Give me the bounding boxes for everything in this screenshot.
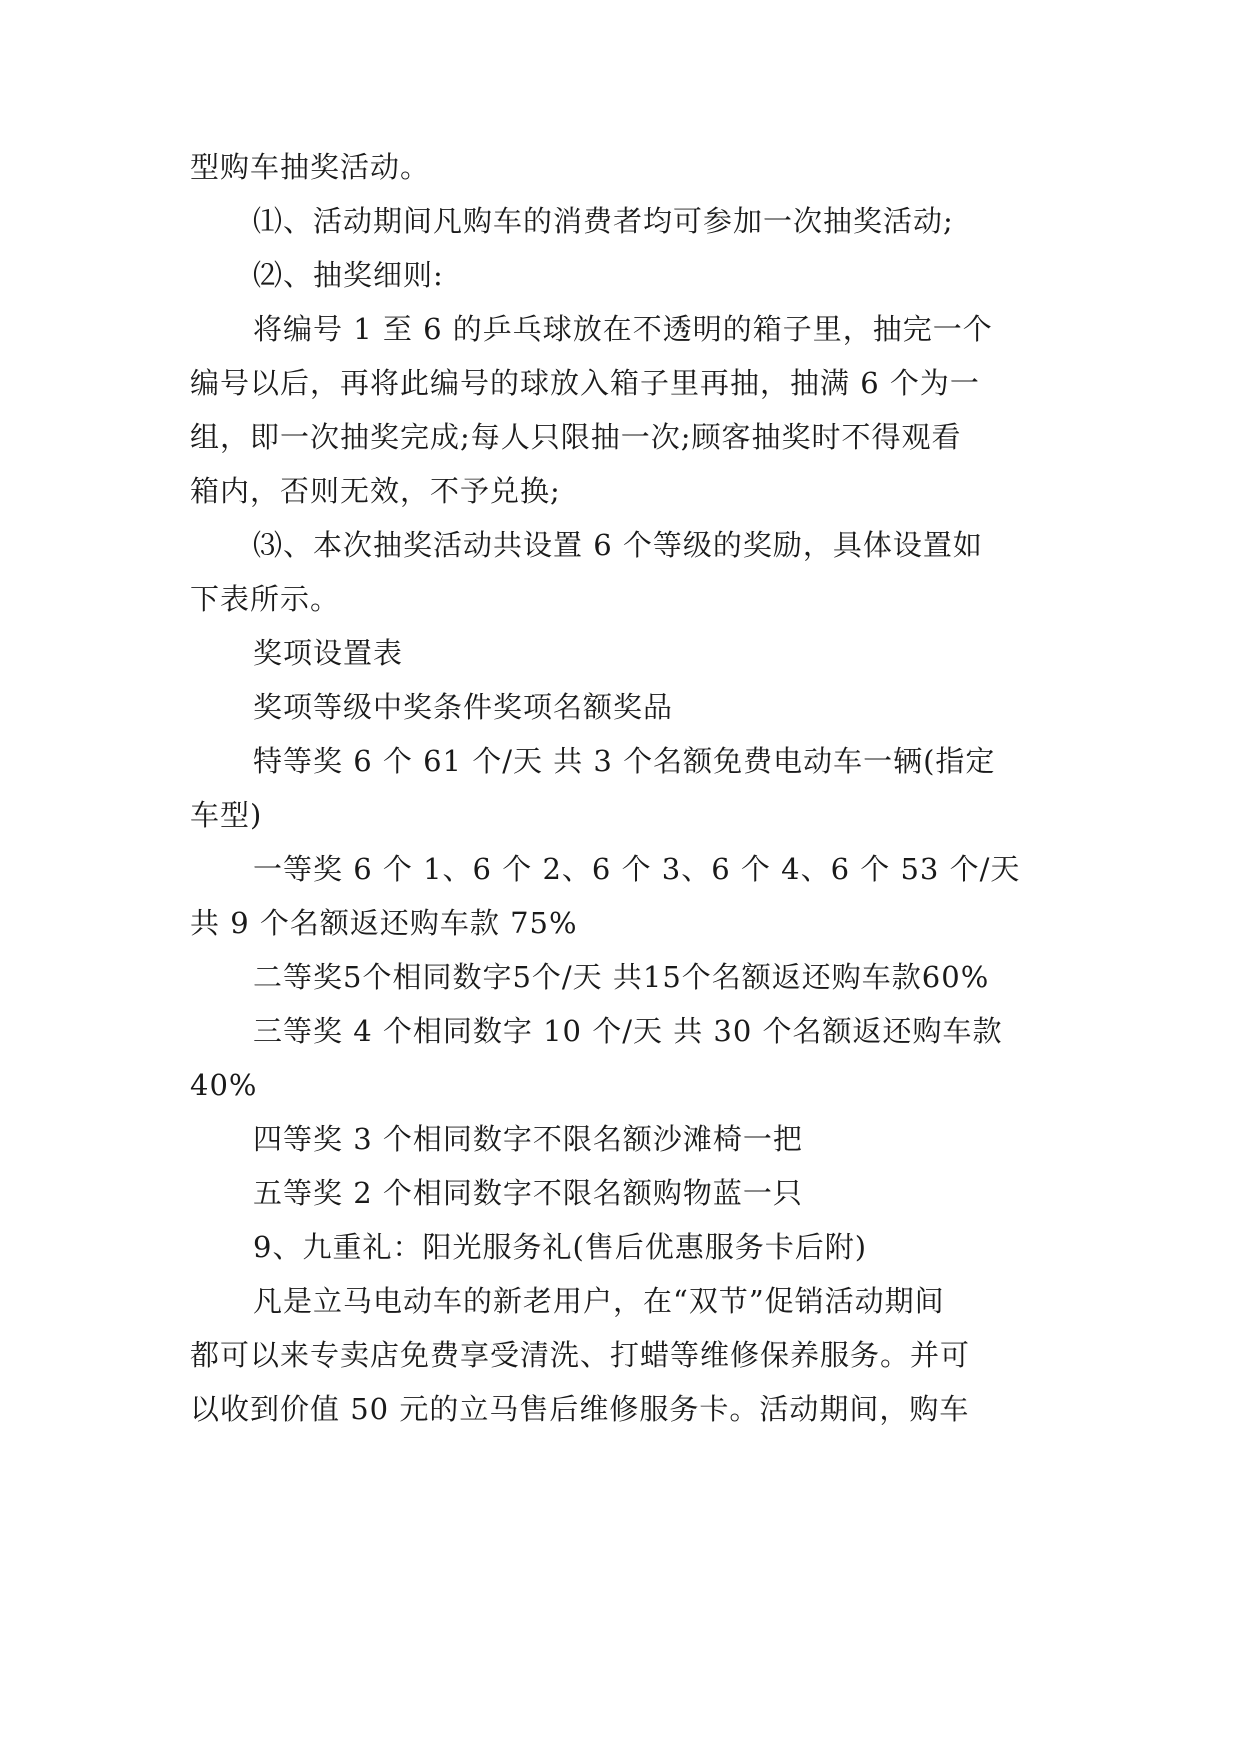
paragraph-line: 组，即一次抽奖完成;每人只限抽一次;顾客抽奖时不得观看: [190, 420, 962, 454]
prize-line: 共 9 个名额返还购车款 75%: [190, 906, 578, 940]
paragraph-line: 箱内，否则无效，不予兑换;: [190, 474, 561, 508]
paragraph-line: 下表所示。: [190, 582, 341, 616]
table-header-line: 奖项等级中奖条件奖项名额奖品: [253, 690, 674, 724]
section-heading: 9、九重礼：阳光服务礼(售后优惠服务卡后附): [253, 1230, 868, 1264]
paragraph-line: 型购车抽奖活动。: [190, 150, 431, 184]
prize-line: 一等奖 6 个 1、6 个 2、6 个 3、6 个 4、6 个 53 个/天: [253, 852, 1021, 886]
paragraph-line: 以收到价值 50 元的立马售后维修服务卡。活动期间，购车: [190, 1392, 970, 1426]
prize-line: 特等奖 6 个 61 个/天 共 3 个名额免费电动车一辆(指定: [253, 744, 996, 778]
paragraph-line: 编号以后，再将此编号的球放入箱子里再抽，抽满 6 个为一: [190, 366, 980, 400]
paragraph-line: ⑶、本次抽奖活动共设置 6 个等级的奖励，具体设置如: [253, 528, 983, 562]
prize-line: 40%: [190, 1068, 258, 1102]
paragraph-line: ⑴、活动期间凡购车的消费者均可参加一次抽奖活动;: [253, 204, 954, 238]
paragraph-line: 将编号 1 至 6 的乒乓球放在不透明的箱子里，抽完一个: [253, 312, 993, 346]
prize-line: 二等奖5个相同数字5个/天 共15个名额返还购车款60%: [253, 960, 990, 994]
prize-line: 四等奖 3 个相同数字不限名额沙滩椅一把: [253, 1122, 803, 1156]
paragraph-line: 凡是立马电动车的新老用户，在“双节”促销活动期间: [253, 1284, 945, 1318]
paragraph-line: 都可以来专卖店免费享受清洗、打蜡等维修保养服务。并可: [190, 1338, 971, 1372]
table-title: 奖项设置表: [253, 636, 404, 670]
prize-line: 五等奖 2 个相同数字不限名额购物蓝一只: [253, 1176, 803, 1210]
prize-line: 车型): [190, 798, 263, 832]
prize-line: 三等奖 4 个相同数字 10 个/天 共 30 个名额返还购车款: [253, 1014, 1003, 1048]
paragraph-line: ⑵、抽奖细则:: [253, 258, 444, 292]
